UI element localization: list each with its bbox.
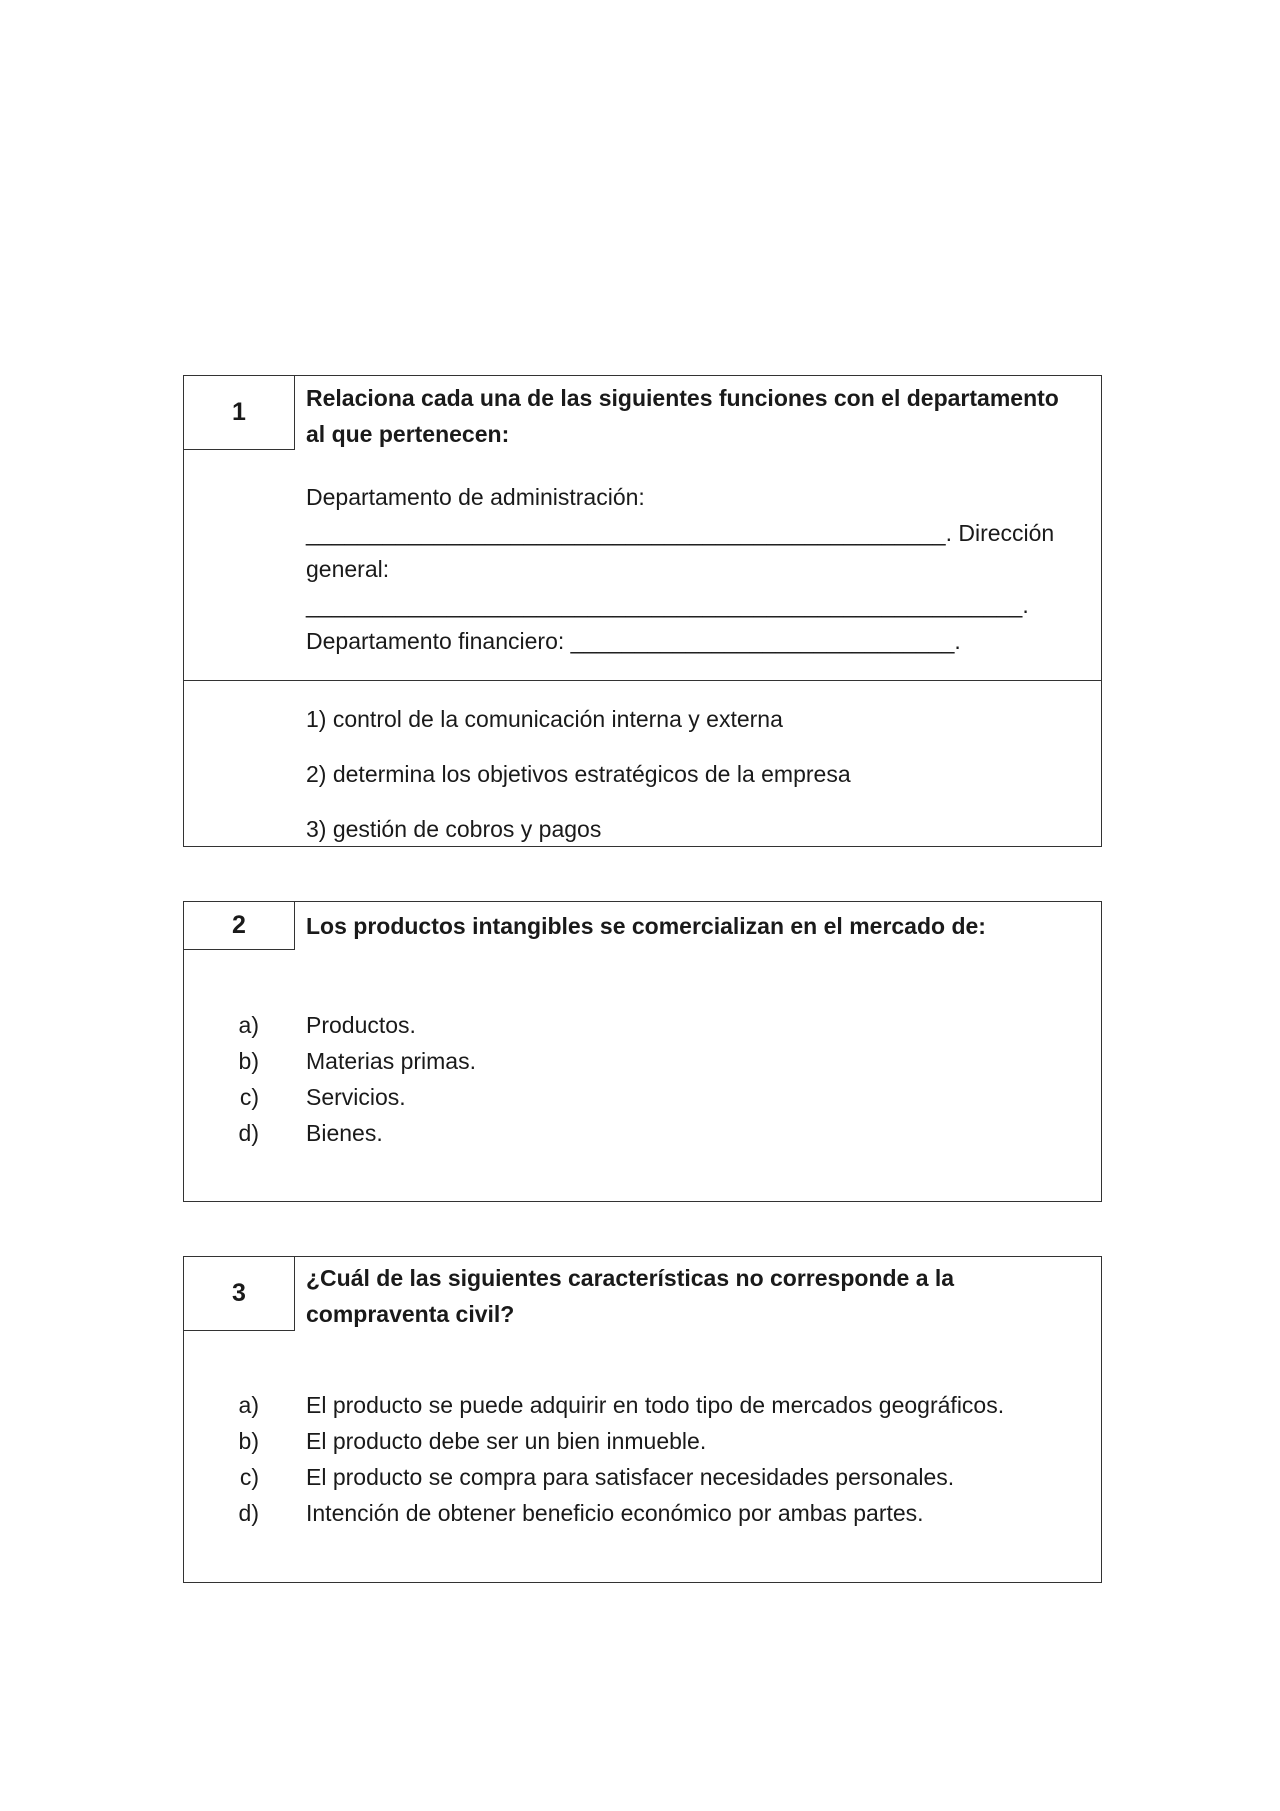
question-1-fill-lines [306,479,1054,659]
question-2-box [183,901,1102,1202]
question-2-number: 2 [184,902,295,950]
option-a[interactable] [184,1387,1101,1423]
question-2-title: Los productos intangibles se comercializan en el mercado de: [306,913,986,939]
question-1-divider [184,680,1101,681]
fill-line: Departamento de administración: [306,484,645,510]
option-letter: a) [238,1391,259,1418]
option-letter: a) [238,1011,259,1038]
question-1-box [183,375,1102,847]
fill-line: Departamento financiero: ______________________________. [306,628,961,654]
option-text: El producto debe ser un bien inmueble. [306,1427,707,1454]
option-letter: b) [238,1427,259,1454]
option-text: Materias primas. [306,1047,476,1074]
option-d[interactable] [184,1495,1101,1531]
option-letter: c) [239,1463,259,1490]
question-3-box [183,1256,1102,1583]
question-3-options [184,1387,1101,1531]
function-item: 1) control de la comunicación interna y externa [306,706,783,732]
option-d[interactable] [184,1115,1101,1151]
fill-line: ________________________________________________________. [306,592,1029,618]
option-text: Productos. [306,1011,416,1038]
fill-line: general: [306,556,390,582]
option-text: Intención de obtener beneficio económico por ambas partes. [306,1499,924,1526]
question-3-title: ¿Cuál de las siguientes características no corresponde a la compraventa civil? [306,1265,955,1327]
option-letter: b) [238,1047,259,1074]
function-item: 3) gestión de cobros y pagos [306,816,602,842]
option-c[interactable] [184,1079,1101,1115]
option-text: Servicios. [306,1083,406,1110]
function-item: 2) determina los objetivos estratégicos de la empresa [306,761,851,787]
fill-line: __________________________________________________. Dirección [306,520,1055,546]
option-letter: d) [238,1119,259,1146]
option-b[interactable] [184,1043,1101,1079]
question-3-number: 3 [184,1257,295,1331]
option-b[interactable] [184,1423,1101,1459]
option-letter: d) [238,1499,259,1526]
option-text: El producto se puede adquirir en todo tipo de mercados geográficos. [306,1391,1005,1418]
option-text: Bienes. [306,1119,383,1146]
option-a[interactable] [184,1007,1101,1043]
option-c[interactable] [184,1459,1101,1495]
option-letter: c) [239,1083,259,1110]
question-1-title: Relaciona cada una de las siguientes funciones con el departamento al que pertenecen: [306,385,1059,447]
option-text: El producto se compra para satisfacer necesidades personales. [306,1463,955,1490]
question-1-number: 1 [184,376,295,450]
question-2-options [184,1007,1101,1151]
question-1-functions [306,692,851,857]
